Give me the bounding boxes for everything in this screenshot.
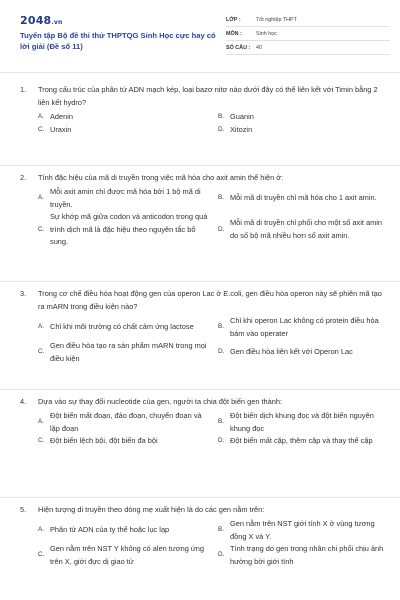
question-2 (0, 166, 400, 282)
option-a[interactable]: A. Chỉ khi môi trường có chất cảm ứng lactose (38, 322, 194, 332)
document-header (0, 0, 400, 70)
option-d[interactable]: D. Xitozin (218, 124, 253, 134)
option-b[interactable]: B. Đột biến dịch khung đọc và đột biến nguyên khung đọc (218, 411, 374, 433)
options-grid (38, 186, 382, 249)
header-divider (0, 72, 400, 73)
options-grid (38, 111, 382, 136)
option-d[interactable]: D. Đột biến mất cặp, thêm cặp và thay thế cặp (218, 436, 373, 445)
option-a[interactable]: A. Phân tử ADN của ty thể hoặc lục lạp (38, 525, 170, 535)
option-d[interactable]: D. Mỗi mã di truyền chỉ phối cho một số axit amin do số bộ mã nhiều hơn số axit amin. (218, 218, 382, 240)
option-a[interactable]: A. Mỗi axit amin chỉ được mã hóa bởi 1 bộ mã di truyền. (38, 187, 201, 209)
question-4 (0, 390, 400, 498)
question-3 (0, 282, 400, 390)
option-c[interactable]: C. Đột biến lệch bội, đột biến đa bội (38, 436, 158, 445)
site-logo[interactable]: 2048.vn (20, 14, 63, 27)
option-b[interactable]: B. Guanin (218, 112, 254, 121)
question-5 (0, 498, 400, 600)
meta-row-count: SỐ CÂU : 40 (226, 41, 390, 55)
question-stem: 2. Tính đặc hiệu của mã di truyền trong việc mã hóa cho axit amin thể hiện ở: (20, 173, 284, 182)
question-stem: 5. Hiện tượng di truyền theo dòng mẹ xuất hiện là do các gen nằm trên: (20, 505, 265, 514)
question-list (0, 78, 400, 600)
option-c[interactable]: C. Gen điều hòa tạo ra sản phẩm mARN trong mọi điều kiện (38, 341, 207, 363)
options-grid (38, 410, 382, 448)
option-a[interactable]: A. Adenin (38, 112, 74, 121)
document-meta (226, 13, 390, 55)
option-b[interactable]: B. Chỉ khi operon Lac không có protein điều hòa bám vào operater (218, 316, 379, 338)
question-stem: 4. Dựa vào sự thay đổi nucleotide của gen, người ta chia đột biến gen thành: (20, 397, 283, 406)
option-b[interactable]: B. Mỗi mã di truyền chỉ mã hóa cho 1 axit amin. (218, 193, 377, 203)
option-c[interactable]: C. Uraxin (38, 124, 72, 134)
option-a[interactable]: A. Đột biến mất đoạn, đảo đoạn, chuyển đoạn và lặp đoạn (38, 411, 202, 433)
option-d[interactable]: D. Gen điều hòa liên kết với Operon Lac (218, 347, 353, 357)
meta-row-class: LỚP : Tốt nghiệp THPT (226, 13, 390, 27)
option-c[interactable]: C. Gen nằm trên NST Y không có alen tương ứng trên X, giới đực dị giao tử (38, 544, 205, 566)
option-b[interactable]: B. Gen nằm trên NST giới tính X ở vùng tương đồng X và Y. (218, 519, 375, 541)
option-c[interactable]: C. Sự khớp mã giữa codon và anticodon trong quá trình dịch mã là đặc hiệu theo nguyên tắc bổ sung. (38, 212, 208, 246)
options-grid (38, 315, 382, 365)
question-stem: 3. Trong cơ chế điều hòa hoạt động gen của operon Lac ở E.coli, gen điều hòa operon này sẽ phiên mã tạo ra mARN trong điều kiện nào? (20, 289, 382, 311)
options-grid (38, 518, 382, 568)
document-title: Tuyển tập Bộ đề thi thử THPTQG Sinh Học cực hay có lời giải (Đề số 11) (20, 31, 216, 51)
option-d[interactable]: D. Tính trạng do gen trong nhân chi phối chịu ảnh hưởng bởi giới tính (218, 544, 384, 566)
meta-row-subject: MÔN : Sinh học (226, 27, 390, 41)
question-stem: 1. Trong cấu trúc của phân tử ADN mạch kép, loại bazơ nitơ nào dưới đây có thể liên kết với Timin bằng 2 liên kết hydro? (20, 85, 378, 107)
question-1 (0, 78, 400, 166)
